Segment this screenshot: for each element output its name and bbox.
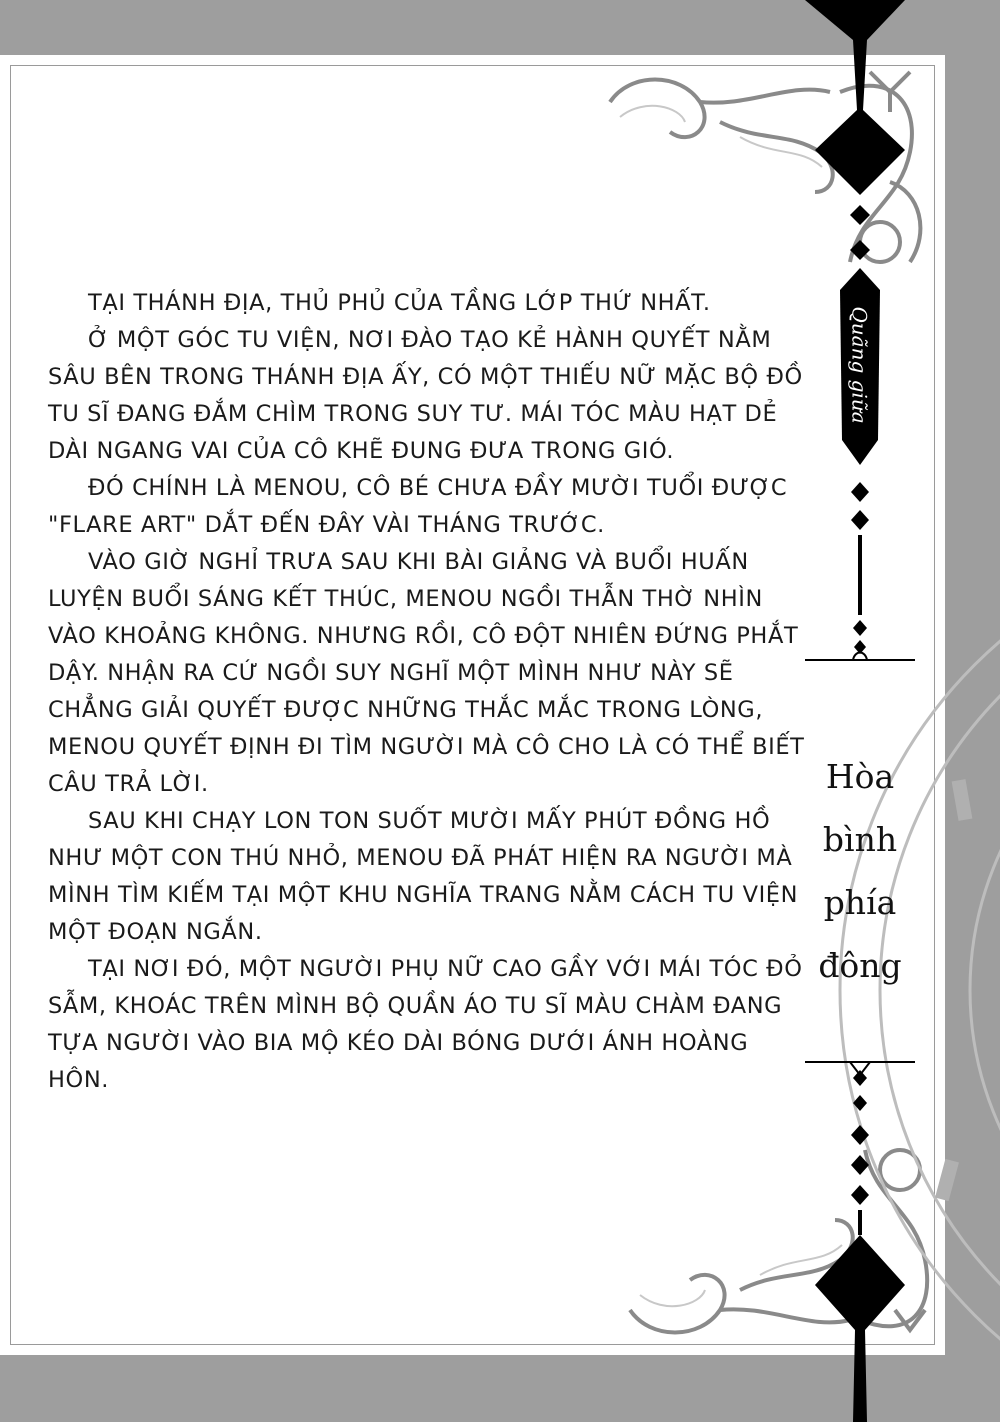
chapter-title-line: đông [818, 946, 902, 985]
paragraph: SAU KHI CHẠY LON TON SUỐT MƯỜI MẤY PHÚT ĐỒNG HỒ NHƯ MỘT CON THÚ NHỎ, MENOU ĐÃ PHÁT HIỆN RA NGƯỜI MÀ MÌNH TÌM KIẾM TẠI MỘT KHU NGHĨA TRANG NẰM CÁCH TU VIỆN MỘT ĐOẠN NGẮN. [48, 808, 799, 945]
side-chapter-label [842, 285, 878, 445]
body-text [48, 285, 808, 1099]
paragraph: TẠI NƠI ĐÓ, MỘT NGƯỜI PHỤ NỮ CAO GẦY VỚI MÁI TÓC ĐỎ SẪM, KHOÁC TRÊN MÌNH BỘ QUẦN ÁO TU SĨ MÀU CHÀM ĐANG TỰA NGƯỜI VÀO BIA MỘ KÉO DÀI BÓNG DƯỚI ÁNH HOÀNG HÔN. [48, 956, 803, 1093]
chapter-title-line: Hòa [825, 757, 895, 796]
side-label-text: Quãng giữa [848, 306, 872, 424]
chapter-title [805, 745, 915, 997]
chapter-title-line: bình [822, 820, 898, 859]
paragraph: TẠI THÁNH ĐỊA, THỦ PHỦ CỦA TẦNG LỚP THỨ NHẤT. [88, 290, 711, 316]
chapter-title-line: phía [823, 883, 897, 922]
paragraph: ĐÓ CHÍNH LÀ MENOU, CÔ BÉ CHƯA ĐẦY MƯỜI TUỔI ĐƯỢC "FLARE ART" DẮT ĐẾN ĐÂY VÀI THÁNG TRƯỚC. [48, 475, 788, 538]
paragraph: Ở MỘT GÓC TU VIỆN, NƠI ĐÀO TẠO KẺ HÀNH QUYẾT NẰM SÂU BÊN TRONG THÁNH ĐỊA ẤY, CÓ MỘT THIẾU NỮ MẶC BỘ ĐỒ TU SĨ ĐANG ĐẮM CHÌM TRONG SUY TƯ. MÁI TÓC MÀU HẠT DẺ DÀI NGANG VAI CỦA CÔ KHẼ ĐUNG ĐƯA TRONG GIÓ. [48, 327, 803, 464]
spine-decoration [805, 0, 915, 1422]
paragraph: VÀO GIỜ NGHỈ TRƯA SAU KHI BÀI GIẢNG VÀ BUỔI HUẤN LUYỆN BUỔI SÁNG KẾT THÚC, MENOU NGỒI THẪN THỜ NHÌN VÀO KHOẢNG KHÔNG. NHƯNG RỒI, CÔ ĐỘT NHIÊN ĐỨNG PHẮT DẬY. NHẬN RA CỨ NGỒI SUY NGHĨ MỘT MÌNH NHƯ NÀY SẼ CHẲNG GIẢI QUYẾT ĐƯỢC NHỮNG THẮC MẮC TRONG LÒNG, MENOU QUYẾT ĐỊNH ĐI TÌM NGƯỜI MÀ CÔ CHO LÀ CÓ THỂ BIẾT CÂU TRẢ LỜI. [48, 549, 805, 797]
